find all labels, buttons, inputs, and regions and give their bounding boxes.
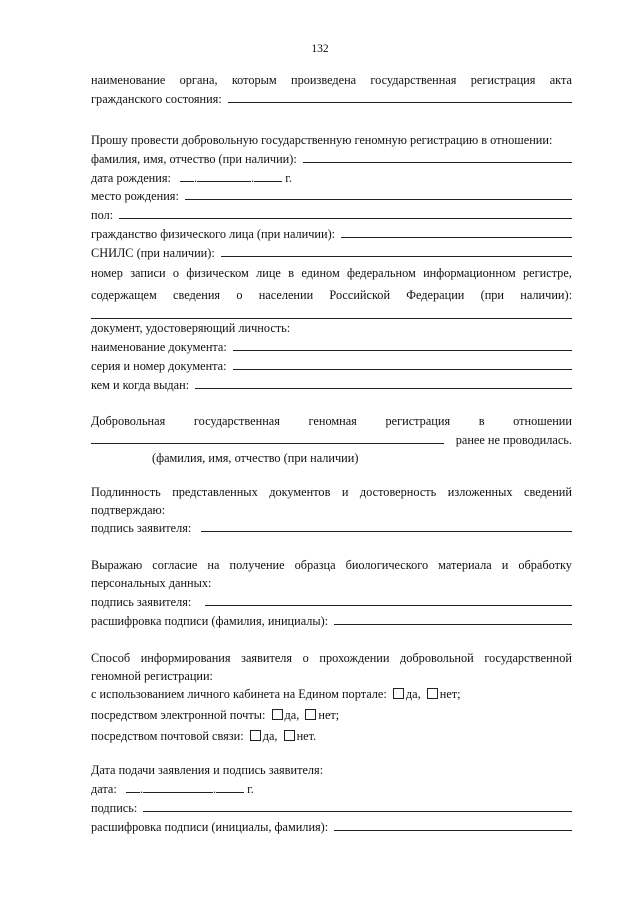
checkbox-yes-post[interactable] [250,730,261,741]
authenticity-line-1 [91,485,572,500]
word: биологического [345,558,429,572]
word: Добровольная [91,414,166,428]
option-no-label: нет. [296,729,317,743]
birthplace-row [91,189,572,204]
word: физическом [186,266,249,280]
citizenship-row [91,227,572,242]
citizenship-field[interactable] [341,227,572,238]
issued-field[interactable] [195,378,572,389]
word: геномная [308,414,357,428]
request-heading: Прошу провести добровольную государственную геномную регистрацию в отношении: [91,133,553,147]
authenticity-line-2: подтверждаю: [91,503,166,517]
word: образца [294,558,336,572]
doc-number-row [91,359,572,374]
snils-row [91,246,572,261]
word: регистрация [385,414,451,428]
birthplace-label: место рождения: [91,189,179,203]
notify-option-label: с использованием личного кабинета на Едином портале: [91,687,387,701]
notify-line-2: геномной регистрации: [91,669,213,683]
word: материала [438,558,492,572]
word: Выражаю [91,558,143,572]
word: содержащем [91,288,157,302]
word: заявителя [241,651,293,665]
dob-day-field[interactable] [180,171,194,182]
submission-month-field[interactable] [143,782,213,793]
doc-number-field[interactable] [233,359,572,370]
doc-name-label: наименование документа: [91,340,227,354]
dob-suffix: г. [285,171,292,185]
date-separator: . [139,782,143,796]
option-no-label: нет; [318,708,340,722]
word: в [288,266,294,280]
word: (при [480,288,505,302]
identity-heading: документ, удостоверяющий личность: [91,321,291,335]
word: регистре, [522,266,572,280]
option-yes-label: да, [284,708,300,722]
consent-signature-label: подпись заявителя: [91,595,192,609]
dob-month-field[interactable] [197,171,251,182]
dob-row [91,171,572,186]
word: Способ [91,651,131,665]
fio-field[interactable] [303,152,572,163]
dob-separator: . [193,171,198,185]
sex-row [91,208,572,223]
submission-date-label: дата: [91,782,117,796]
voluntary-suffix: ранее не проводилась. [455,433,572,447]
intro-line-1 [91,73,572,88]
word: обработку [518,558,572,572]
voluntary-line-2 [91,433,572,448]
word: акта [549,73,572,87]
doc-number-label: серия и номер документа: [91,359,227,373]
option-yes-label: да, [405,687,421,701]
consent-signature-field[interactable] [205,595,572,606]
word: Федерации [406,288,465,302]
issued-label: кем и когда выдан: [91,378,190,392]
snils-field[interactable] [221,246,572,257]
checkbox-no-post[interactable] [284,730,295,741]
registry-number-field[interactable] [91,318,572,319]
word: изложенных [447,485,513,499]
word: лице [256,266,281,280]
sex-label: пол: [91,208,114,222]
consent-line-1 [91,558,572,573]
word: отношении [513,414,572,428]
word: наличии): [520,288,572,302]
word: о [236,288,243,302]
word: представленных [172,485,258,499]
sex-field[interactable] [119,208,572,219]
civil-status-label: гражданского состояния: [91,92,222,106]
voluntary-caption: (фамилия, имя, отчество (при наличии) [152,451,359,465]
checkbox-no-portal[interactable] [427,688,438,699]
notify-line-1 [91,651,572,666]
dob-label: дата рождения: [91,171,171,185]
word: добровольной [400,651,474,665]
word: документов [269,485,331,499]
word: государственной [484,651,572,665]
authenticity-signature-field[interactable] [201,521,572,532]
submission-year-field[interactable] [216,782,244,793]
dob-separator: . [251,171,255,185]
checkbox-yes-portal[interactable] [393,688,404,699]
fio-label: фамилия, имя, отчество (при наличии): [91,152,297,166]
word: достоверность [359,485,437,499]
word: информационном [423,266,516,280]
word: государственная [193,414,280,428]
consent-decode-label: расшифровка подписи (фамилия, инициалы): [91,614,329,628]
submission-signature-label: подпись: [91,801,138,815]
word: сведений [524,485,572,499]
word: информирования [140,651,231,665]
citizenship-label: гражданство физического лица (при наличии): [91,227,336,241]
notify-option-label: посредством почтовой связи: [91,729,244,743]
word: о [302,651,309,665]
word: произведена [291,73,357,87]
intro-line-2 [91,92,572,107]
issued-row [91,378,572,393]
word: государственная [370,73,457,87]
submission-date-suffix: г. [247,782,254,796]
doc-name-row [91,340,572,355]
submission-decode-label: расшифровка подписи (инициалы, фамилия): [91,820,329,834]
civil-status-field[interactable] [228,92,572,103]
option-yes-label: да, [262,729,278,743]
word: на [207,558,220,572]
birthplace-field[interactable] [185,189,572,200]
word: регистрация [470,73,536,87]
word: Подлинность [91,485,161,499]
word: согласие [152,558,198,572]
notify-option-email [91,708,572,723]
word: населении [258,288,314,302]
word: записи [130,266,166,280]
notify-option-post [91,729,572,744]
authenticity-signature-label: подпись заявителя: [91,521,192,535]
checkbox-no-email[interactable] [305,709,316,720]
doc-name-field[interactable] [233,340,572,351]
checkbox-yes-email[interactable] [272,709,283,720]
word: и [341,485,349,499]
word: наименование [91,73,166,87]
submission-heading: Дата подачи заявления и подпись заявителя: [91,763,324,777]
dob-year-field[interactable] [254,171,282,182]
word: Российской [329,288,391,302]
page-number: 132 [311,43,329,55]
word: получение [229,558,285,572]
word: органа, [179,73,218,87]
notify-option-portal [91,687,572,702]
submission-signature-field[interactable] [143,801,572,812]
submission-date-row [91,782,572,797]
authenticity-signature-row [91,521,572,536]
voluntary-line-1 [91,414,572,429]
consent-signature-row [91,595,572,610]
consent-decode-row [91,614,572,629]
date-separator: . [212,782,217,796]
word: сведения [173,288,221,302]
registry-line-2 [91,288,572,303]
word: в [478,414,485,428]
submission-decode-row [91,820,572,835]
word: номер [91,266,123,280]
registry-line-1 [91,266,572,281]
notify-option-label: посредством электронной почты: [91,708,266,722]
word: о [172,266,180,280]
fio-row [91,152,572,167]
option-no-label: нет; [439,687,461,701]
word: прохождении [319,651,390,665]
submission-day-field[interactable] [126,782,140,793]
snils-label: СНИЛС (при наличии): [91,246,215,260]
submission-signature-row [91,801,572,816]
voluntary-fio-field[interactable] [91,433,444,444]
word: которым [231,73,277,87]
word: и [501,558,509,572]
consent-line-2: персональных данных: [91,576,212,590]
word: федеральном [347,266,416,280]
word: едином [301,266,340,280]
consent-decode-field[interactable] [334,614,572,625]
submission-decode-field[interactable] [334,820,572,831]
